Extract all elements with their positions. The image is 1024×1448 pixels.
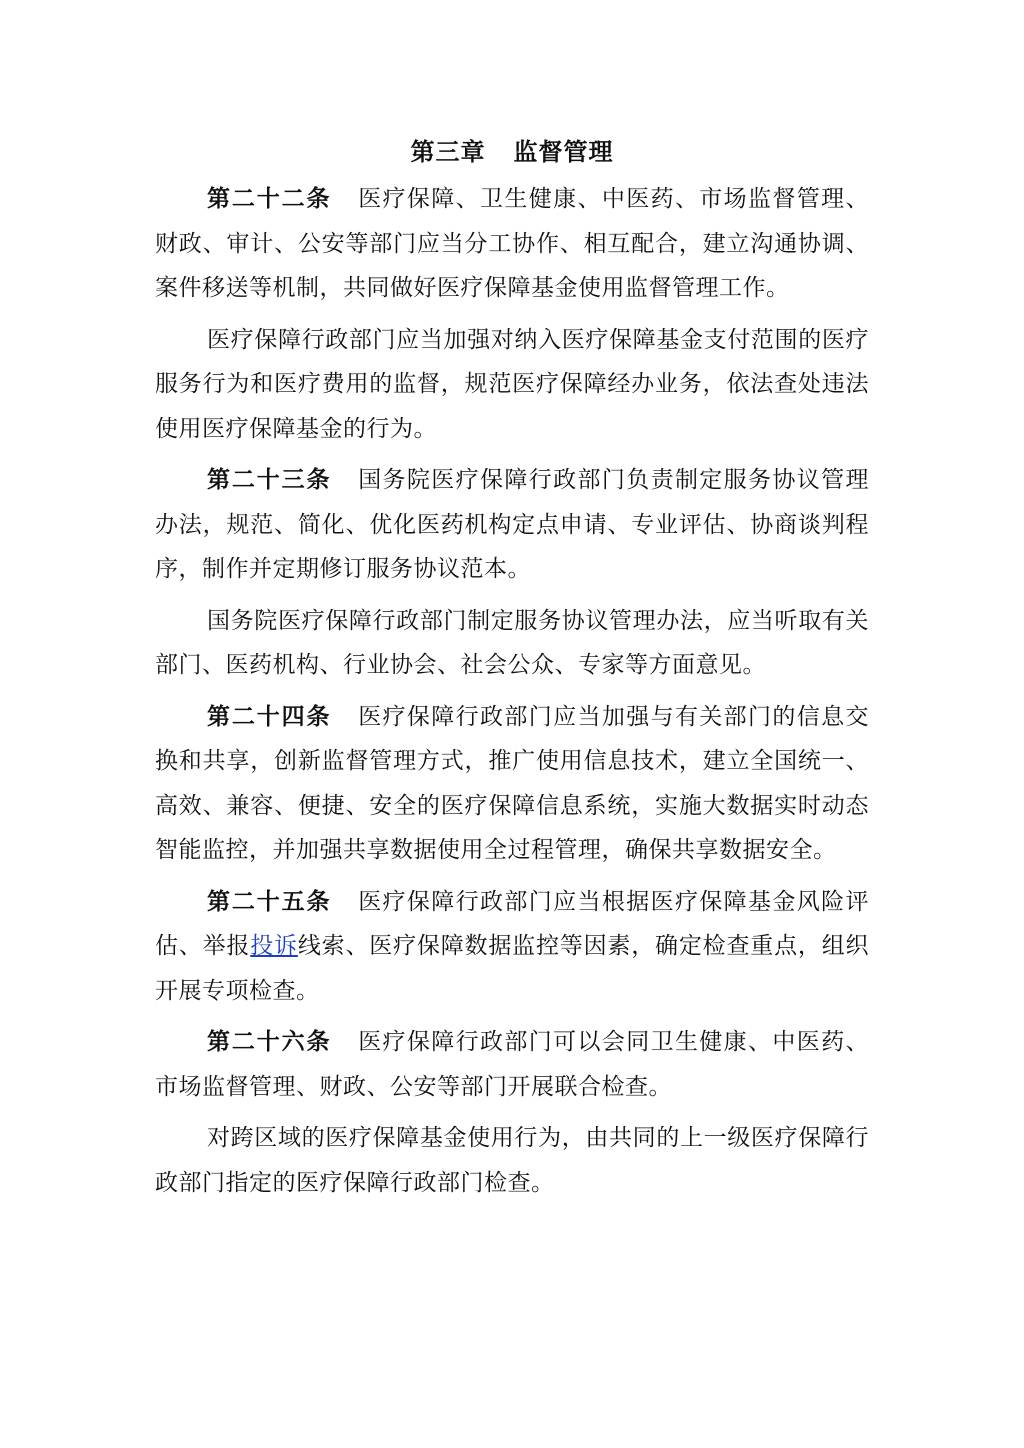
paragraph-text: 国务院医疗保障行政部门负责制定服务协议管理办法，规范、简化、优化医药机构定点申请、专业评估、协商谈判程序，制作并定期修订服务协议范本。 bbox=[155, 467, 870, 582]
paragraph-article-26 bbox=[155, 1020, 869, 1109]
article-number: 第二十六条 bbox=[207, 1029, 332, 1055]
paragraph-article-24 bbox=[155, 695, 869, 873]
paragraph-article-22 bbox=[155, 177, 869, 311]
paragraph-article-22-clause-2 bbox=[155, 318, 869, 452]
paragraph-text: 医疗保障行政部门应当加强对纳入医疗保障基金支付范围的医疗服务行为和医疗费用的监督，规范医疗保障经办业务，依法查处违法使用医疗保障基金的行为。 bbox=[155, 326, 869, 442]
chapter-heading bbox=[155, 130, 869, 174]
paragraph-article-26-clause-2 bbox=[155, 1116, 869, 1205]
article-number: 第二十四条 bbox=[207, 703, 332, 730]
paragraph-text: 医疗保障行政部门可以会同卫生健康、中医药、市场监督管理、财政、公安等部门开展联合检查。 bbox=[155, 1029, 870, 1100]
chapter-title: 监督管理 bbox=[513, 138, 614, 166]
complaint-link[interactable]: 投诉 bbox=[250, 933, 298, 959]
paragraph-text-before-link: 医疗保障行政部门应当根据医疗保障基金风险评估、举报 bbox=[155, 888, 870, 959]
article-number: 第二十三条 bbox=[207, 467, 332, 493]
article-number: 第二十五条 bbox=[207, 888, 332, 915]
article-number: 第二十二条 bbox=[207, 186, 332, 212]
paragraph-text: 医疗保障、卫生健康、中医药、市场监督管理、财政、审计、公安等部门应当分工协作、相互配合，建立沟通协调、案件移送等机制，共同做好医疗保障基金使用监督管理工作。 bbox=[155, 186, 870, 301]
paragraph-text-after-link: 线索、医疗保障数据监控等因素，确定检查重点，组织开展专项检查。 bbox=[155, 933, 870, 1004]
paragraph-text: 国务院医疗保障行政部门制定服务协议管理办法，应当听取有关部门、医药机构、行业协会、社会公众、专家等方面意见。 bbox=[155, 607, 869, 678]
paragraph-article-25 bbox=[155, 880, 869, 1014]
paragraph-text: 对跨区域的医疗保障基金使用行为，由共同的上一级医疗保障行政部门指定的医疗保障行政部门检查。 bbox=[155, 1125, 869, 1196]
paragraph-article-23-clause-2 bbox=[155, 599, 869, 688]
paragraph-article-23 bbox=[155, 458, 869, 592]
chapter-number: 第三章 bbox=[410, 138, 486, 166]
paragraph-text: 医疗保障行政部门应当加强与有关部门的信息交换和共享，创新监督管理方式，推广使用信息技术，建立全国统一、高效、兼容、便捷、安全的医疗保障信息系统，实施大数据实时动态智能监控，并加强共享数据使用全过程管理，确保共享数据安全。 bbox=[155, 703, 870, 863]
